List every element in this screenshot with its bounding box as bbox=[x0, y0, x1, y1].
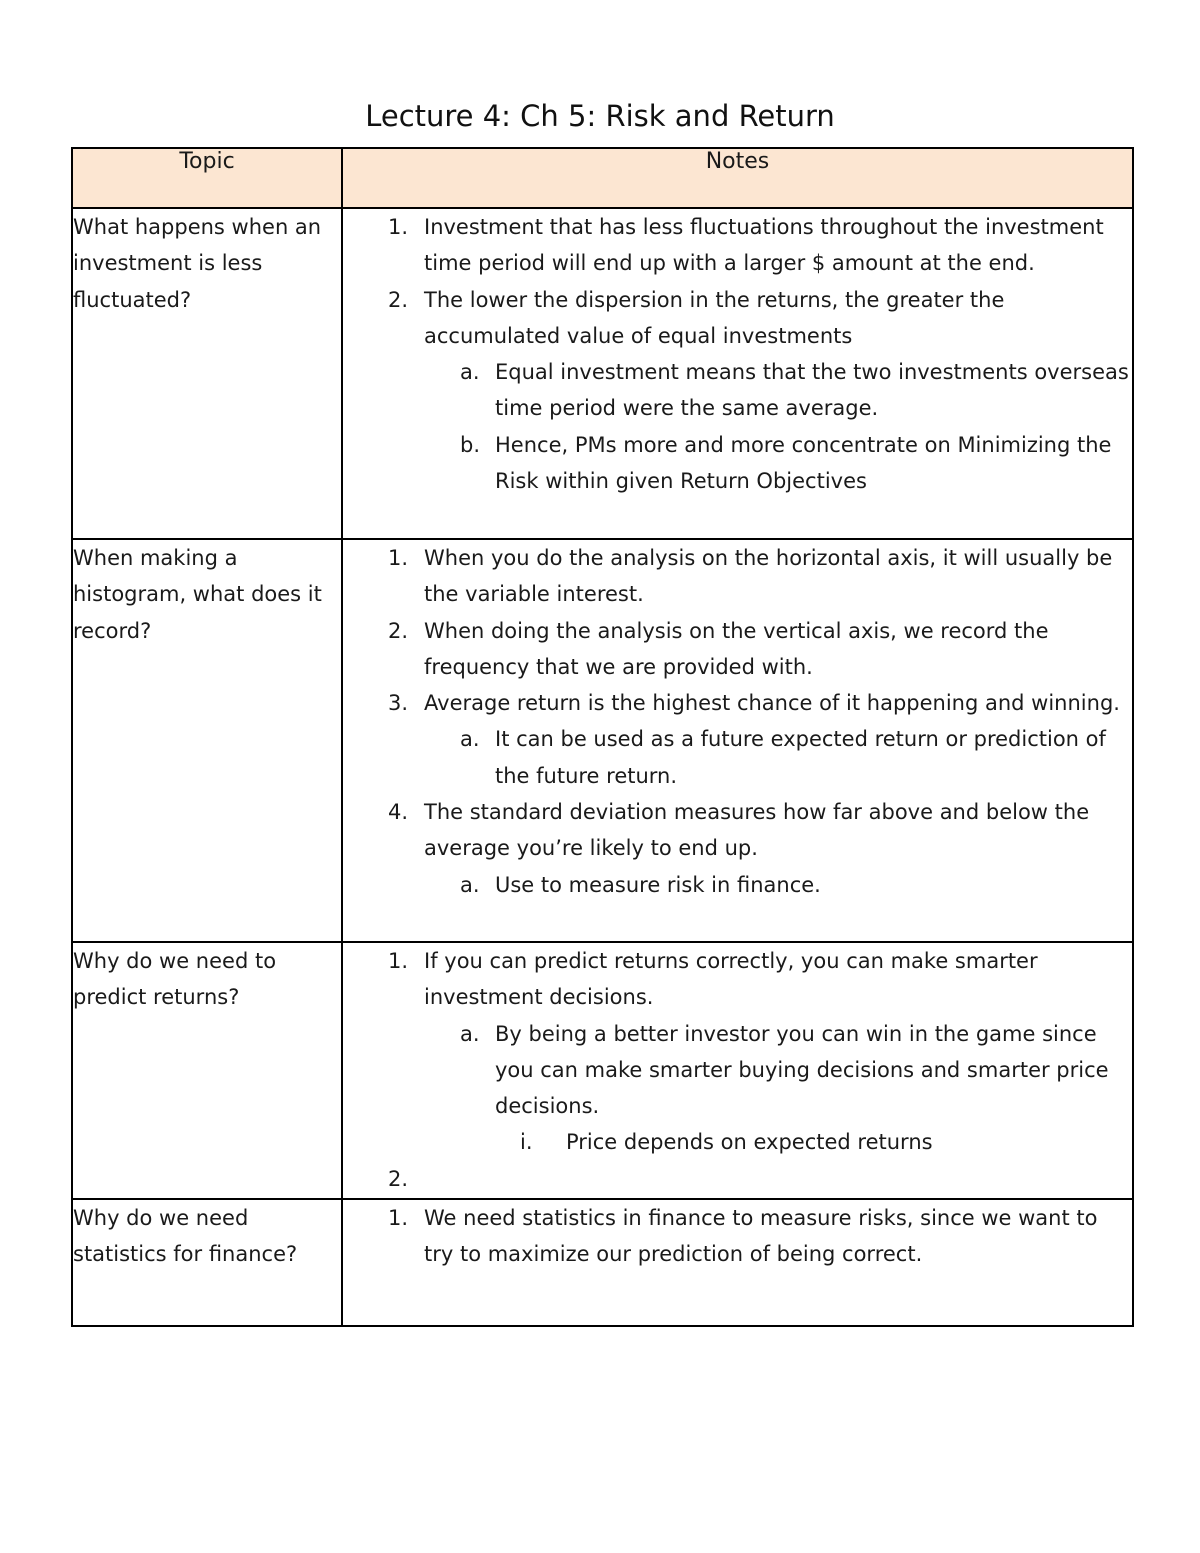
list-item bbox=[343, 1200, 1132, 1273]
list-marker: a. bbox=[460, 360, 480, 385]
list-item-text: If you can predict returns correctly, you can make smarter investment decisions. bbox=[424, 949, 1038, 1010]
list-marker: a. bbox=[460, 1021, 480, 1046]
list-marker: 2. bbox=[388, 287, 409, 312]
list-marker: 1. bbox=[388, 546, 409, 570]
list-item-text: When you do the analysis on the horizontal axis, it will usually be the variable interest. bbox=[424, 546, 1113, 607]
list-item bbox=[343, 1016, 1132, 1125]
list-marker: i. bbox=[520, 1130, 533, 1155]
notes-table bbox=[71, 147, 1134, 1327]
notes-cell bbox=[342, 942, 1133, 1199]
list-marker: 3. bbox=[388, 691, 409, 716]
list-item bbox=[343, 943, 1132, 1016]
list-marker: 1. bbox=[388, 949, 409, 973]
header-topic: Topic bbox=[72, 148, 342, 208]
list-marker: a. bbox=[460, 872, 480, 897]
list-marker: a. bbox=[460, 727, 480, 752]
notes-cell bbox=[342, 1199, 1133, 1326]
list-marker: 1. bbox=[388, 1206, 409, 1230]
list-item bbox=[343, 282, 1132, 355]
list-item bbox=[343, 685, 1132, 721]
list-item-text: By being a better investor you can win in the game since you can make smarter buying decisions and smarter price decisions. bbox=[495, 1021, 1109, 1119]
list-item bbox=[343, 794, 1132, 867]
list-item-text: It can be used as a future expected return or prediction of the future return. bbox=[495, 727, 1106, 788]
table-header-row bbox=[72, 148, 1133, 208]
header-notes: Notes bbox=[342, 148, 1133, 208]
list-item-text: Average return is the highest chance of it happening and winning. bbox=[424, 691, 1120, 716]
list-marker: 2. bbox=[388, 1166, 409, 1191]
topic-cell: When making a histogram, what does it record? bbox=[72, 539, 342, 942]
list-marker: 1. bbox=[388, 215, 409, 239]
table-row bbox=[72, 942, 1133, 1199]
list-item bbox=[343, 540, 1132, 613]
list-marker: 2. bbox=[388, 618, 409, 643]
topic-cell: What happens when an investment is less fluctuated? bbox=[72, 208, 342, 539]
list-item bbox=[343, 613, 1132, 686]
list-item bbox=[343, 354, 1132, 427]
topic-cell: Why do we need to predict returns? bbox=[72, 942, 342, 1199]
list-marker: 4. bbox=[388, 800, 409, 825]
list-item bbox=[343, 209, 1132, 282]
notes-cell bbox=[342, 539, 1133, 942]
table-row bbox=[72, 539, 1133, 942]
list-item-text: Price depends on expected returns bbox=[566, 1130, 933, 1155]
list-item-text bbox=[424, 1161, 1132, 1197]
list-marker: b. bbox=[460, 432, 481, 457]
table-row bbox=[72, 1199, 1133, 1326]
list-item bbox=[343, 867, 1132, 903]
list-item-text: Hence, PMs more and more concentrate on Minimizing the Risk within given Return Objectives bbox=[495, 432, 1112, 494]
list-item bbox=[343, 427, 1132, 500]
notes-cell bbox=[342, 208, 1133, 539]
list-item-text: Investment that has less fluctuations throughout the investment time period will end up with a larger $ amount at the end. bbox=[424, 215, 1104, 276]
list-item-text: Use to measure risk in finance. bbox=[495, 872, 821, 897]
topic-cell: Why do we need statistics for finance? bbox=[72, 1199, 342, 1326]
list-item bbox=[343, 721, 1132, 794]
list-item-text: The lower the dispersion in the returns, the greater the accumulated value of equal investments bbox=[424, 287, 1005, 348]
page-title: Lecture 4: Ch 5: Risk and Return bbox=[365, 99, 835, 133]
table-row bbox=[72, 208, 1133, 539]
list-item-text: The standard deviation measures how far above and below the average you’re likely to end up. bbox=[424, 800, 1090, 861]
list-item-text: We need statistics in finance to measure risks, since we want to try to maximize our prediction of being correct. bbox=[424, 1206, 1098, 1267]
list-item-text: When doing the analysis on the vertical axis, we record the frequency that we are provided with. bbox=[424, 618, 1049, 679]
list-item-text: Equal investment means that the two investments overseas time period were the same average. bbox=[495, 360, 1129, 421]
list-item bbox=[343, 1161, 1132, 1197]
list-item bbox=[343, 1124, 1132, 1160]
